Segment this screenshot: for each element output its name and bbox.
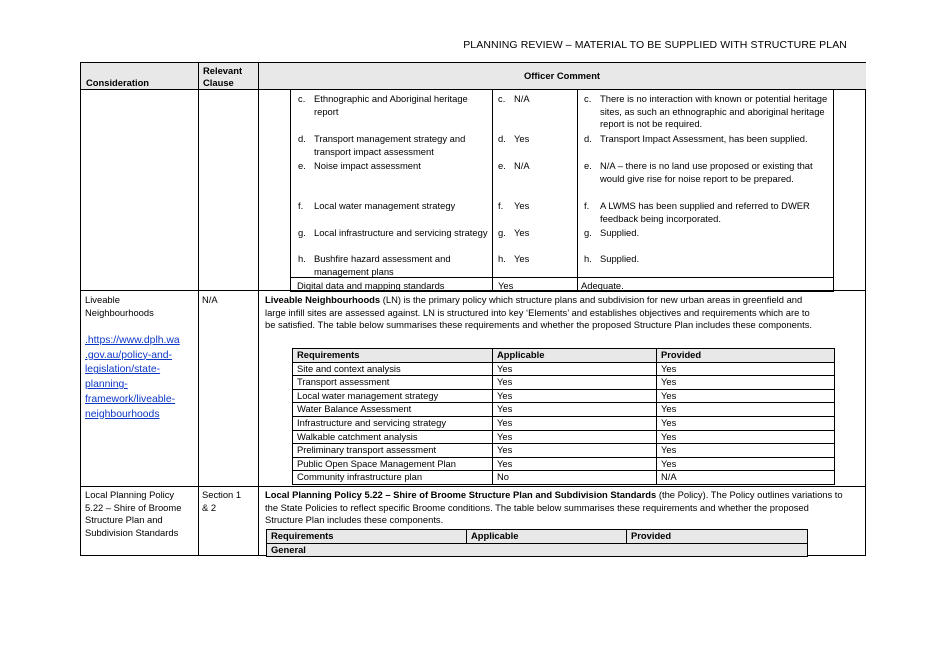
table-row: Infrastructure and servicing strategy Yes Yes — [293, 416, 835, 430]
table-header-row: Requirements Applicable Provided — [293, 349, 835, 363]
table-row: Public Open Space Management Plan Yes Yes — [293, 457, 835, 471]
column-divider — [258, 63, 259, 555]
lpp-paragraph: Local Planning Policy 5.22 – Shire of Broome Structure Plan and Subdivision Standards (the Policy). The Policy outlines variations to the State Policies to reflect specific Broome conditions. The table below summarises these requirements and whether the proposed Structure Plan includes these components. — [265, 489, 843, 526]
column-divider — [577, 89, 578, 290]
column-divider — [492, 89, 493, 290]
table-row: Community infrastructure plan No N/A — [293, 471, 835, 485]
liveable-neighbourhoods-link[interactable]: .https://www.dplh.wa .gov.au/policy-and- legislation/state- planning- framework/liveable- neighbourhoods — [85, 335, 180, 420]
lpp-requirements-table — [266, 529, 808, 557]
header-clause-line1: Relevant — [203, 65, 243, 76]
header-consideration: Consideration — [86, 77, 150, 88]
clause-lpp-522: Section 1 & 2 — [202, 489, 242, 513]
table-header-row: Requirements Applicable Provided — [267, 530, 808, 544]
liveable-requirements-table — [292, 348, 835, 485]
table-row: Preliminary transport assessment Yes Yes — [293, 444, 835, 458]
table-row: Walkable catchment analysis Yes Yes — [293, 430, 835, 444]
column-divider — [198, 63, 199, 555]
liveable-paragraph: Liveable Neighbourhoods (LN) is the primary policy which structure plans and subdivision for new urban areas in greenfield and large infill sites are assessed against. LN is structured into key ‘Elements’ and establishes objectives and requirements which are to be satisfied. The table below summarises these requirements and whether the proposed Structure Plan includes these components. — [265, 294, 813, 331]
page-header: PLANNING REVIEW – MATERIAL TO BE SUPPLIED WITH STRUCTURE PLAN — [463, 39, 847, 51]
table-row: Site and context analysis Yes Yes — [293, 362, 835, 376]
header-officer-comment: Officer Comment — [524, 70, 601, 81]
clause-liveable: N/A — [202, 294, 218, 305]
table-row: Transport assessment Yes Yes — [293, 376, 835, 390]
consideration-liveable-line2: Neighbourhoods — [85, 307, 154, 318]
table-section-row: General — [267, 543, 808, 557]
table-row: Local water management strategy Yes Yes — [293, 389, 835, 403]
consideration-lpp-522: Local Planning Policy 5.22 – Shire of Broome Structure Plan and Subdivision Standards — [85, 489, 182, 538]
table-row: Water Balance Assessment Yes Yes — [293, 403, 835, 417]
header-clause-line2: Clause — [203, 77, 234, 88]
consideration-liveable-line1: Liveable — [85, 294, 120, 305]
